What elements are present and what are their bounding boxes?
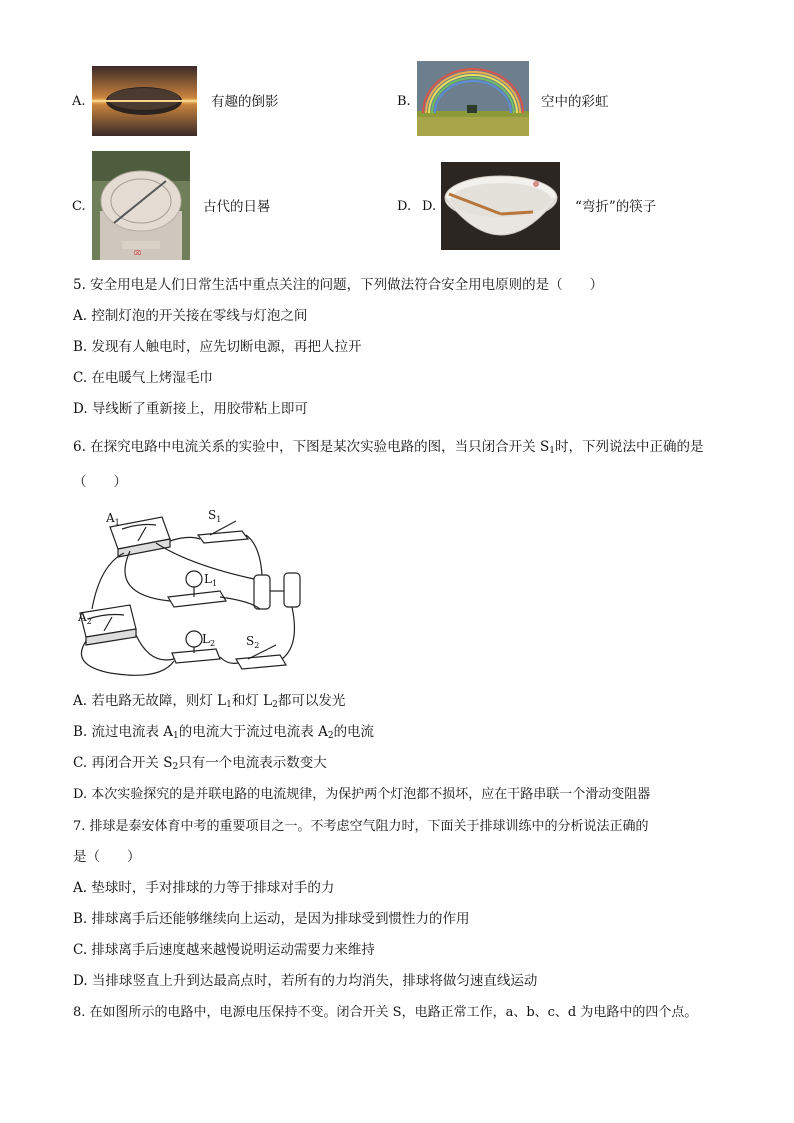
q6-stem-pre: 6. 在探究电路中电流关系的实验中，下图是某次实验电路的图，当只闭合开关 S: [73, 439, 550, 455]
svg-text:L2: [202, 632, 215, 648]
option-b-letter: B.: [397, 94, 411, 109]
q7-option-d: D. 当排球竖直上升到达最高点时，若所有的力均消失，排球将做匀速直线运动: [73, 973, 538, 989]
q7-option-a: A. 垫球时，手对排球的力等于排球对手的力: [73, 880, 335, 896]
label-l2: L: [202, 632, 210, 646]
label-a1-sub: 1: [114, 518, 120, 527]
sundial-photo: [92, 151, 190, 260]
q6-stem-sub: 1: [549, 446, 555, 456]
q6-option-b: [73, 723, 374, 745]
option-c-letter: C.: [72, 199, 86, 214]
q6-option-a: [73, 692, 345, 714]
reflection-photo: [92, 66, 197, 136]
label-a1: A: [106, 511, 115, 525]
q7-option-c: C. 排球离手后速度越来越慢说明运动需要力来维持: [73, 942, 375, 958]
svg-text:L1: [204, 572, 217, 588]
q7-stem-line1: 7. 排球是泰安体育中考的重要项目之一。不考虑空气阻力时，下面关于排球训练中的分析说法正确的: [73, 819, 649, 834]
option-d-letter-repeat: D.: [422, 199, 437, 214]
label-s1: S: [208, 508, 217, 522]
q6-stem-post: 时，下列说法中正确的是: [554, 439, 704, 455]
svg-text:S2: [246, 634, 259, 650]
q6-option-d: D. 本次实验探究的是并联电路的电流规律，为保护两个灯泡都不损坏，应在干路串联一个滑动变阻器: [73, 787, 651, 802]
rainbow-photo: [417, 61, 529, 136]
q6-b-pre: B. 流过电流表 A: [73, 724, 174, 740]
q5-option-b: B. 发现有人触电时，应先切断电源，再把人拉开: [73, 339, 362, 355]
q5-option-a: A. 控制灯泡的开关接在零线与灯泡之间: [73, 308, 308, 324]
option-c-caption: 古代的日晷: [203, 199, 271, 215]
q6-a-sub1: 1: [226, 700, 232, 710]
label-s2-sub: 2: [254, 641, 260, 650]
q6-a-post: 都可以发光: [277, 693, 346, 709]
option-d-letter: D.: [397, 199, 412, 214]
svg-text:⌧: ⌧: [134, 250, 141, 257]
q6-b-post: 的电流: [333, 724, 375, 740]
q6-c-pre: C. 再闭合开关 S: [73, 755, 173, 771]
q6-b-sub1: 1: [173, 731, 179, 741]
q6-stem: [73, 438, 703, 460]
label-l2-sub: 2: [209, 639, 216, 648]
q5-option-c: C. 在电暖气上烤湿毛巾: [73, 370, 213, 386]
label-a2-sub: 2: [86, 617, 92, 626]
q6-b-mid: 的电流大于流过电流表 A: [178, 724, 328, 740]
label-s1-sub: 1: [216, 515, 222, 524]
label-l1-sub: 1: [211, 579, 218, 588]
svg-text:S1: [208, 508, 221, 524]
q6-a-pre: A. 若电路无故障，则灯 L: [73, 693, 227, 709]
option-d-caption: “弯折”的筷子: [575, 199, 657, 215]
q6-option-c: [73, 754, 327, 776]
q6-c-sub1: 2: [172, 762, 179, 772]
option-a-letter: A.: [72, 94, 86, 109]
label-s2: S: [246, 634, 255, 648]
label-l1: L: [204, 572, 212, 586]
q6-c-mid: 只有一个电流表示数变大: [178, 755, 327, 771]
svg-text:A1: [105, 511, 120, 527]
q5-option-d: D. 导线断了重新接上，用胶带粘上即可: [73, 401, 308, 417]
option-b-caption: 空中的彩虹: [541, 94, 609, 110]
q6-circuit-figure: [70, 505, 320, 680]
label-a2: A: [78, 610, 87, 624]
q6-stem-line2: （ ）: [73, 474, 127, 490]
q6-a-mid: 和灯 L: [231, 693, 273, 709]
q5-stem: 5. 安全用电是人们日常生活中重点关注的问题，下列做法符合安全用电原则的是（ ）: [73, 277, 604, 293]
q6-a-sub2: 2: [272, 700, 278, 710]
q8-stem: 8. 在如图所示的电路中，电源电压保持不变。闭合开关 S，电路正常工作，a、b、c、d 为电路中的四个点。: [73, 1005, 698, 1020]
q7-stem-line2: 是（ ）: [73, 849, 141, 865]
option-a-caption: 有趣的倒影: [211, 94, 279, 110]
q7-option-b: B. 排球离手后还能够继续向上运动，是因为排球受到惯性力的作用: [73, 911, 470, 927]
chopsticks-bowl-photo: [441, 162, 560, 250]
q6-b-sub2: 2: [327, 731, 334, 741]
